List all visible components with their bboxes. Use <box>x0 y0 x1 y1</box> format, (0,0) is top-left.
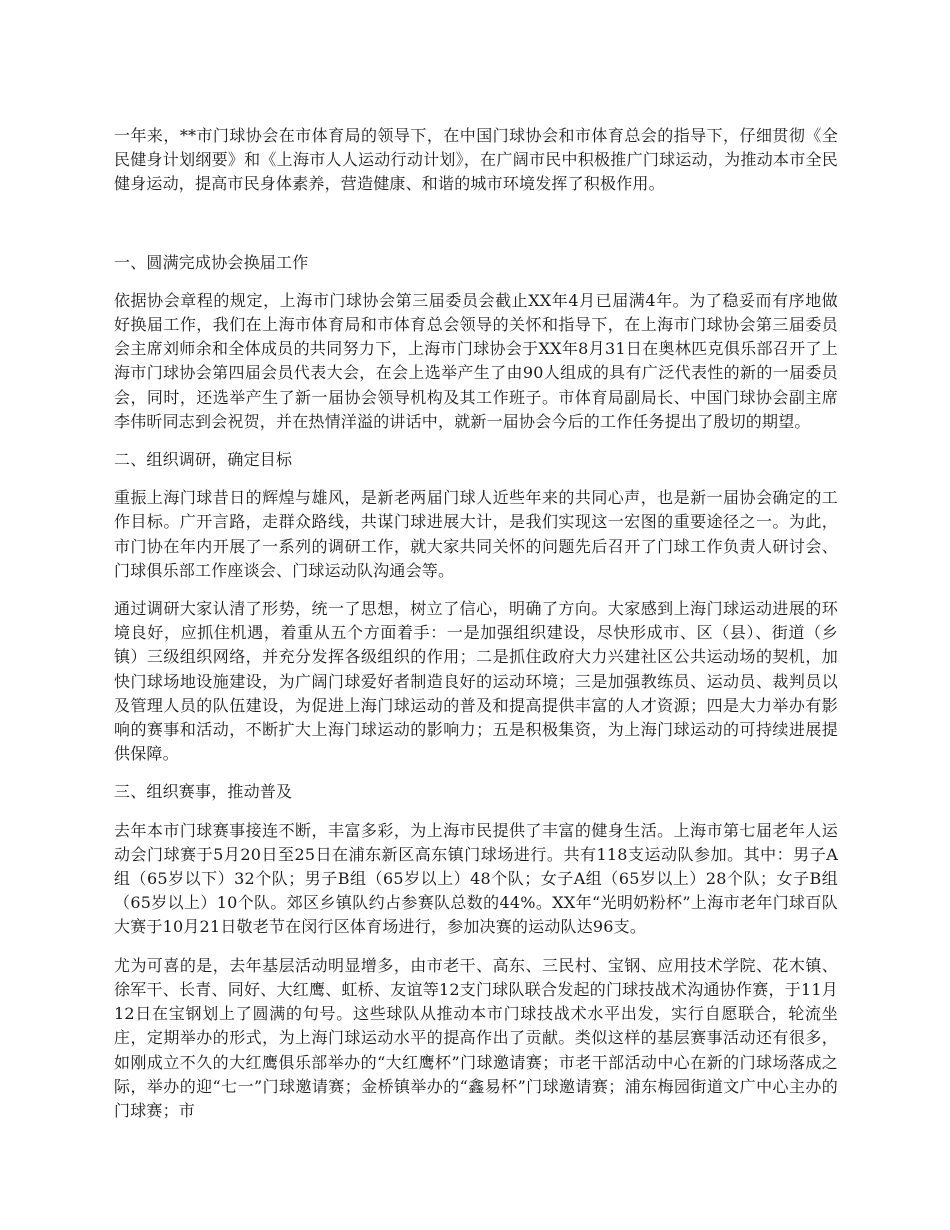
section-3-paragraph-1: 去年本市门球赛事接连不断，丰富多彩，为上海市民提供了丰富的健身生活。上海市第七届老年人运动会门球赛于5月20日至25日在浦东新区高东镇门球场进行。共有118支运动队参加。其中：男子A组（65岁以下）32个队；男子B组（65岁以上）48个队；女子A组（65岁以上）28个队；女子B组（65岁以上）10个队。郊区乡镇队约占参赛队总数的44%。XX年“光明奶粉杯”上海市老年门球百队大赛于10月21日敬老节在闵行区体育场进行，参加决赛的运动队达96支。 <box>114 820 838 937</box>
section-heading-2: 二、组织调研，确定目标 <box>114 450 293 470</box>
section-1-paragraph-1: 依据协会章程的规定，上海市门球协会第三届委员会截止XX年4月已届满4年。为了稳妥而有序地做好换届工作，我们在上海市体育局和市体育总会领导的关怀和指导下，在上海市门球协会第三届委员会主席刘师余和全体成员的共同努力下，上海市门球协会于XX年8月31日在奥林匹克俱乐部召开了上海市门球协会第四届会员代表大会，在会上选举产生了由90人组成的具有广泛代表性的新的一届委员会，同时，还选举产生了新一届协会领导机构及其工作班子。市体育局副局长、中国门球协会副主席李伟昕同志到会祝贺，并在热情洋溢的讲话中，就新一届协会今后的工作任务提出了殷切的期望。 <box>114 290 838 431</box>
section-3-paragraph-2: 尤为可喜的是，去年基层活动明显增多，由市老干、高东、三民村、宝钢、应用技术学院、花木镇、徐军干、长青、同好、大红鹰、虹桥、友谊等12支门球队联合发起的门球技战术沟通协作赛，于11月12日在宝钢划上了圆满的句号。这些球队从推动本市门球技战术水平出发，实行自愿联合，轮流坐庄，定期举办的形式，为上海门球运动水平的提高作出了贡献。类似这样的基层赛事活动还有很多，如刚成立不久的大红鹰俱乐部举办的“大红鹰杯”门球邀请赛；市老干部活动中心在新的门球场落成之际，举办的迎“七一”门球邀请赛；金桥镇举办的“鑫易杯”门球邀请赛；浦东梅园街道文广中心主办的门球赛；市 <box>114 955 838 1120</box>
section-2-paragraph-1: 重振上海门球昔日的辉煌与雄风，是新老两届门球人近些年来的共同心声，也是新一届协会确定的工作目标。广开言路，走群众路线，共谋门球进展大计，是我们实现这一宏图的重要途径之一。为此，市门协在年内开展了一系列的调研工作，就大家共同关怀的问题先后召开了门球工作负责人研讨会、门球俱乐部工作座谈会、门球运动队沟通会等。 <box>114 488 838 580</box>
section-2-paragraph-2: 通过调研大家认清了形势，统一了思想，树立了信心，明确了方向。大家感到上海门球运动进展的环境良好，应抓住机遇，着重从五个方面着手：一是加强组织建设，尽快形成市、区（县）、街道（乡镇）三级组织网络，并充分发挥各级组织的作用；二是抓住政府大力兴建社区公共运动场的契机，加快门球场地设施建设，为广阔门球爱好者制造良好的运动环境；三是加强教练员、运动员、裁判员以及管理人员的队伍建设，为促进上海门球运动的普及和提高提供丰富的人才资源；四是大力举办有影响的赛事和活动，不断扩大上海门球运动的影响力；五是积极集资，为上海门球运动的可持续进展提供保障。 <box>114 599 838 764</box>
intro-paragraph: 一年来，**市门球协会在市体育局的领导下，在中国门球协会和市体育总会的指导下，仔细贯彻《全民健身计划纲要》和《上海市人人运动行动计划》，在广阔市民中积极推广门球运动，为推动本市全民健身运动，提高市民身体素养，营造健康、和谐的城市环境发挥了积极作用。 <box>114 126 838 194</box>
document-page <box>114 124 838 1137</box>
section-heading-3: 三、组织赛事，推动普及 <box>114 782 293 802</box>
section-heading-1: 一、圆满完成协会换届工作 <box>114 252 309 272</box>
